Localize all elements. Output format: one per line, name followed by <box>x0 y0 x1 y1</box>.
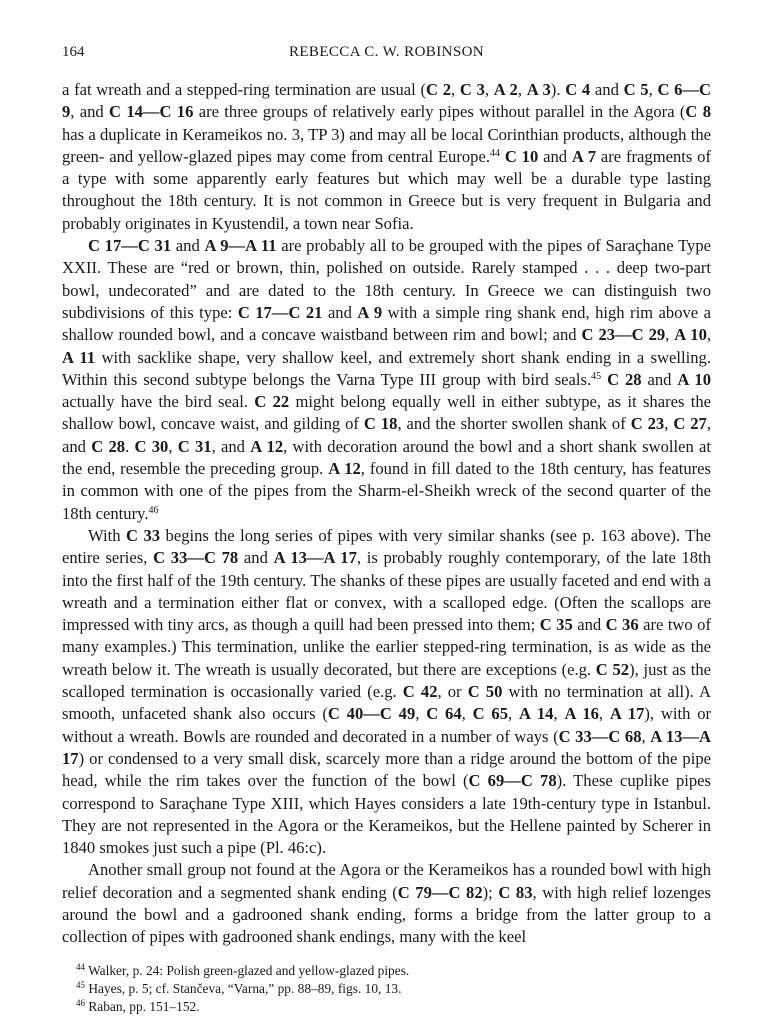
text-run: are probably all to be grouped with the pipes of Saraçhane Type XXII. These are “red or brown, thin, polished on outside. Rarely stamped . . . deep two-part bowl, undecorated” and are dated to the 18th century. In Greece we can distinguish two subdivisions of this type: <box>62 236 711 322</box>
catalog-ref: A 3 <box>526 80 551 99</box>
footnote-number: 44 <box>76 961 85 972</box>
text-run: , with high relief lozenges around the bowl and a gadrooned shank ending, forms a bridge from the latter group to a collection of pipes with gadrooned shank endings, many with the keel <box>62 882 711 947</box>
catalog-ref: C 35 <box>539 615 573 635</box>
running-head: REBECCA C. W. ROBINSON <box>288 44 485 60</box>
catalog-ref: A 12 <box>328 459 361 479</box>
catalog-ref: C 28 <box>607 369 642 389</box>
text-run: , is probably roughly contemporary, of the late 18th into the first half of the 19th century. The shanks of these pipes are usually faceted and end with a wreath and a termination either flat or convex, with a scalloped edge. (Often the scallops are impressed with tiny arcs, as though a quill had been pressed into them; <box>62 548 712 635</box>
catalog-ref: A 10 <box>674 325 707 345</box>
text-run: and <box>590 80 624 99</box>
catalog-ref: C 28 <box>91 436 126 456</box>
footnote <box>62 980 711 998</box>
footnote-ref: 44 <box>489 147 500 159</box>
text-run: are three groups of relatively early pipes without parallel in the Agora ( <box>193 102 686 122</box>
catalog-ref: A 16 <box>564 704 599 724</box>
text-run: , <box>168 436 178 456</box>
catalog-ref: A 11 <box>62 347 96 367</box>
catalog-ref: C 18 <box>363 414 398 434</box>
text-run: a fat wreath and a stepped-ring termination are usual ( <box>62 80 427 99</box>
text-run: , and the shorter swollen shank of <box>397 414 631 434</box>
catalog-ref: C 64 <box>426 704 462 724</box>
catalog-ref: A 2 <box>493 80 518 99</box>
catalog-ref: C 50 <box>467 682 503 702</box>
catalog-ref: A 9—A 11 <box>204 236 277 256</box>
text-run: , <box>415 704 427 724</box>
catalog-ref: C 6—C 9 <box>62 80 712 122</box>
catalog-ref: C 4 <box>565 80 591 99</box>
catalog-ref: C 79—C 82 <box>397 882 483 902</box>
footnote-ref: 45 <box>591 370 602 382</box>
catalog-ref: C 14—C 16 <box>109 102 194 122</box>
text-run: with a simple ring shank end, high rim above a shallow rounded bowl, and a concave waistband between rim and bowl; and <box>62 302 711 345</box>
text-run: begins the long series of pipes with very similar shanks (see p. 163 above). The entire series, <box>62 525 711 568</box>
catalog-ref: C 23—C 29 <box>581 325 666 345</box>
text-run: , <box>508 704 519 724</box>
text-run: , <box>641 726 651 746</box>
catalog-ref: C 17—C 21 <box>237 302 323 322</box>
text-run: has a duplicate in Kerameikos no. 3, TP 3) and may all be local Corinthian products, although the green- and yellow-glazed pipes may come from central Europe. <box>62 124 711 166</box>
text-run: With <box>88 525 126 545</box>
text-run: , <box>648 80 658 99</box>
catalog-ref: C 69—C 78 <box>468 771 557 791</box>
text-run: , <box>461 704 473 724</box>
catalog-ref: C 36 <box>605 615 639 635</box>
page-header <box>62 44 711 66</box>
catalog-ref: A 9 <box>357 302 383 322</box>
text-run: ). <box>550 80 566 99</box>
footnotes <box>62 962 711 1017</box>
catalog-ref: C 3 <box>459 80 485 99</box>
text-run: , <box>553 704 565 724</box>
text-run: . <box>125 436 135 456</box>
catalog-ref: C 40—C 49 <box>327 704 416 724</box>
paragraph <box>62 235 711 525</box>
text-run: , found in fill dated to the 18th century, has features in common with one of the pipes from the Sharm-el-Sheikh wreck of the second quarter of the 18th century. <box>62 459 711 523</box>
catalog-ref: C 17—C 31 <box>88 236 172 256</box>
catalog-ref: C 8 <box>685 102 711 122</box>
text-run: ) or condensed to a very small disk, scarcely more than a ridge around the bottom of the pipe head, while the rim takes over the function of the bowl ( <box>62 748 711 791</box>
text-run: with sacklike shape, very shallow keel, and extremely short shank ending in a swelling. Within this second subtype belongs the Varna Type III group with bird seals. <box>62 347 711 389</box>
text-run: ); <box>482 882 499 902</box>
footnote-text: Hayes, p. 5; cf. Stančeva, “Varna,” pp. 88–89, figs. 10, 13. <box>85 980 402 996</box>
body-text <box>62 79 711 949</box>
catalog-ref: C 33—C 78 <box>153 548 239 568</box>
catalog-ref: C 22 <box>254 392 290 412</box>
text-run: and <box>171 236 205 256</box>
paragraph <box>62 859 711 948</box>
text-run: , <box>451 80 460 99</box>
catalog-ref: C 10 <box>504 146 539 166</box>
footnote-text: Raban, pp. 151–152. <box>85 998 200 1014</box>
text-run: , <box>517 80 527 99</box>
catalog-ref: C 2 <box>426 80 452 99</box>
text-run: are two of many examples.) This termination, unlike the earlier stepped-ring termination, is as wide as the wreath below it. The wreath is usually decorated, but there are exceptions (e.g. <box>62 615 711 679</box>
text-run: , <box>484 80 494 99</box>
text-run: , <box>664 414 674 434</box>
text-run: , and <box>62 414 712 456</box>
text-run: Another small group not found at the Agora or the Kerameikos has a rounded bowl with high relief decoration and a segmented shank ending ( <box>62 860 711 902</box>
catalog-ref: A 14 <box>518 704 554 724</box>
text-run: , <box>665 325 675 345</box>
text-run: ), just as the scalloped termination is occasionally varied (e.g. <box>62 659 711 702</box>
catalog-ref: C 31 <box>177 436 212 456</box>
footnote-ref: 46 <box>148 504 159 516</box>
text-run: , and <box>211 436 251 456</box>
footnote <box>62 962 711 980</box>
text-run: might belong equally well in either subtype, as it shares the shallow bowl, concave waist, and gilding of <box>62 392 711 434</box>
text-run: and <box>238 548 274 568</box>
paragraph <box>62 79 711 235</box>
page-number: 164 <box>62 44 85 60</box>
text-run: , and <box>70 102 110 122</box>
text-run: and <box>538 146 572 166</box>
catalog-ref: C 65 <box>472 704 509 724</box>
footnote-number: 46 <box>76 997 85 1008</box>
footnote-number: 45 <box>76 979 85 990</box>
catalog-ref: A 7 <box>571 146 597 166</box>
footnote <box>62 998 711 1016</box>
catalog-ref: A 10 <box>677 369 711 389</box>
text-run: and <box>322 302 358 322</box>
catalog-ref: C 23 <box>630 414 665 434</box>
text-run: ), with or without a wreath. Bowls are rounded and decorated in a number of ways ( <box>62 704 712 746</box>
text-run: , or <box>437 682 468 702</box>
catalog-ref: A 13—A 17 <box>273 548 357 568</box>
catalog-ref: C 27 <box>673 414 707 434</box>
text-run: , <box>706 325 712 345</box>
page <box>62 44 711 1016</box>
catalog-ref: C 33 <box>126 525 161 545</box>
catalog-ref: A 12 <box>250 436 284 456</box>
catalog-ref: C 30 <box>134 436 169 456</box>
catalog-ref: C 83 <box>498 882 533 902</box>
catalog-ref: C 52 <box>595 659 630 679</box>
catalog-ref: A 17 <box>609 704 645 724</box>
text-run: , <box>598 704 610 724</box>
catalog-ref: C 33—C 68 <box>558 726 642 746</box>
text-run: and <box>641 369 678 389</box>
paragraph <box>62 525 711 859</box>
footnote-text: Walker, p. 24: Polish green-glazed and yellow-glazed pipes. <box>85 962 410 978</box>
text-run: with no termination at all). A smooth, unfaceted shank also occurs ( <box>62 682 711 724</box>
text-run: , with decoration around the bowl and a short shank swollen at the end, resemble the preceding group. <box>62 436 712 479</box>
text-run: are fragments of a type with some apparently early features but which may well be a durable type lasting throughout the 18th century. It is not common in Greece but is very frequent in Bulgaria and probably originates in Kyustendil, a town near Sofia. <box>62 146 712 233</box>
text-run: ). These cuplike pipes correspond to Saraçhane Type XIII, which Hayes considers a late 19th-century type in Istanbul. They are not represented in the Agora or the Kerameikos, but the Hellene painted by Scherer in 1840 smokes just such a pipe (Pl. 46:c). <box>62 771 712 858</box>
catalog-ref: C 42 <box>402 682 438 702</box>
text-run: actually have the bird seal. <box>62 392 255 412</box>
text-run: and <box>572 615 606 635</box>
catalog-ref: A 13—A 17 <box>62 726 712 768</box>
catalog-ref: C 5 <box>623 80 649 99</box>
